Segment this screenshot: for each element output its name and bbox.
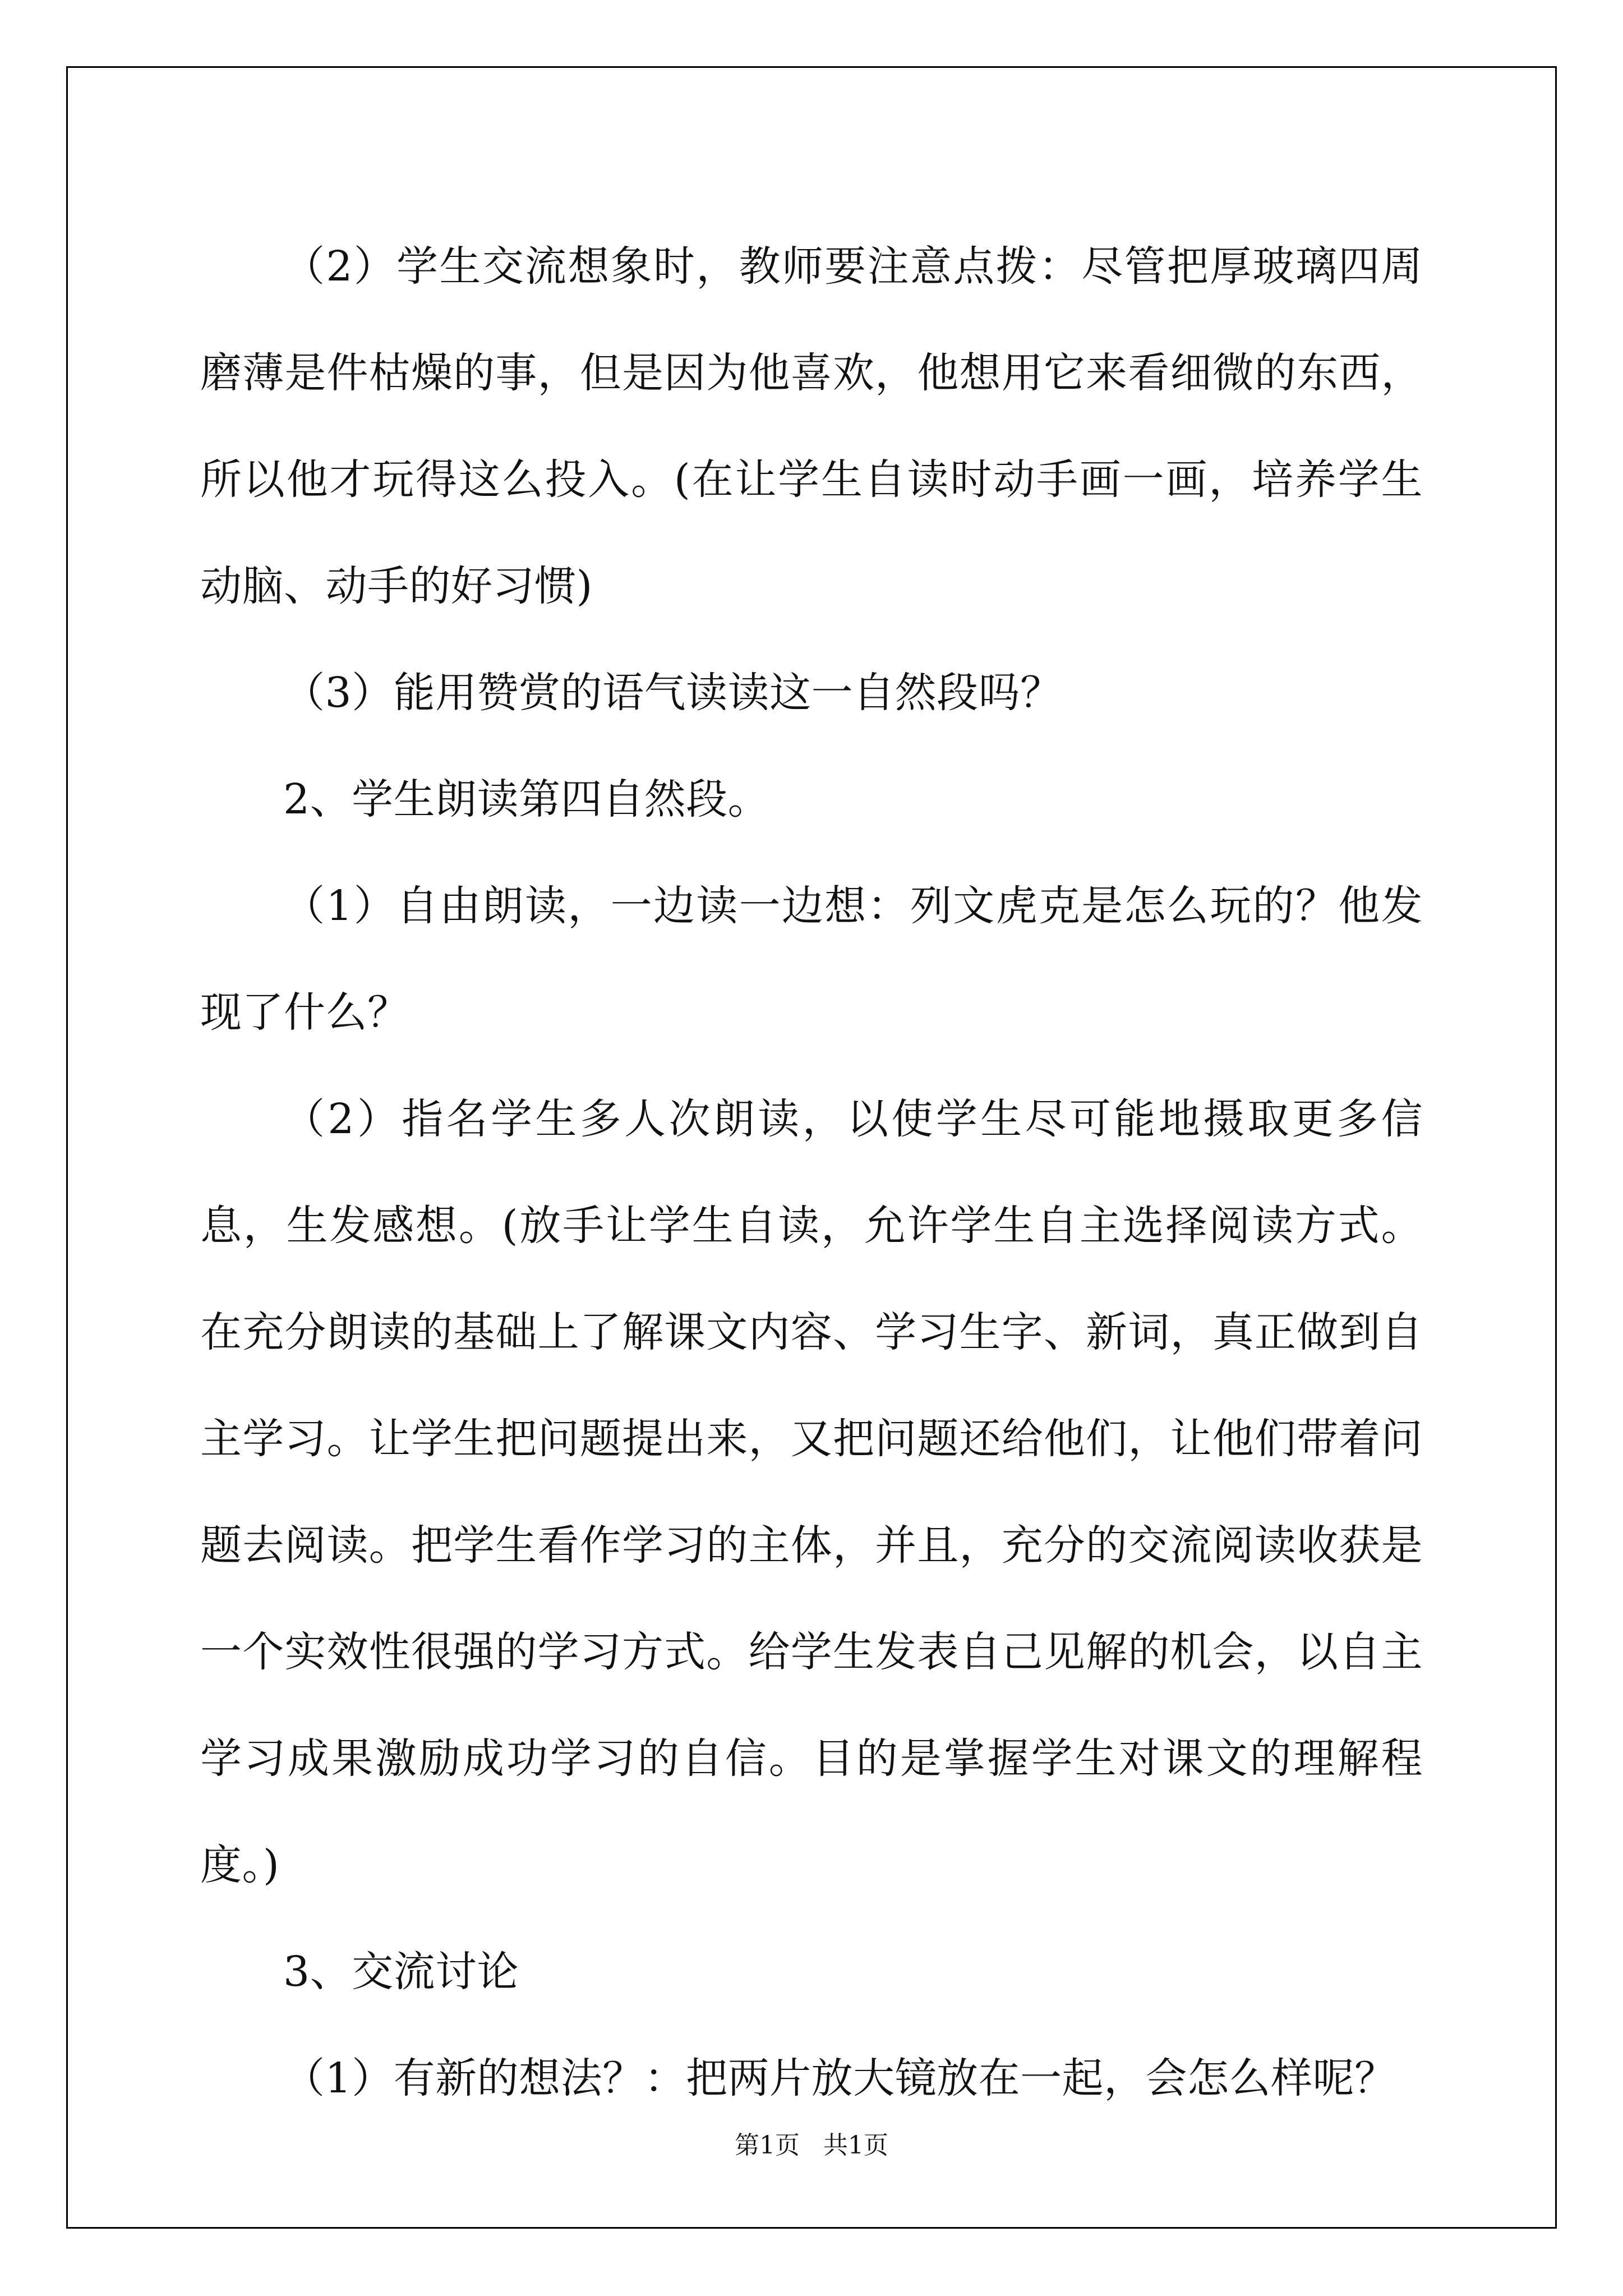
paragraph-5: （2）指名学生多人次朗读，以使学生尽可能地摄取更多信息，生发感想。(放手让学生自读，允许学生自主选择阅读方式。在充分朗读的基础上了解课文内容、学习生字、新词，真正做到自主学习。让学生把问题提出来，又把问题还给他们，让他们带着问题去阅读。把学生看作学习的主体，并且，充分的交流阅读收获是一个实效性很强的学习方式。给学生发表自己见解的机会，以自主学习成果激励成功学习的自信。目的是掌握学生对课文的理解程度。) [200,1095,1423,1889]
page-footer [0,2125,1623,2161]
paragraph-6: 3、交流讨论 [283,1948,519,1996]
paragraph-4: （1）自由朗读，一边读一边想：列文虎克是怎么玩的？他发现了什么？ [200,882,1423,1037]
paragraph-2: （3）能用赞赏的语气读读这一自然段吗？ [283,669,1062,717]
document-body [200,213,1423,2132]
page-total: 共1页 [823,2131,888,2160]
paragraph-3: 2、学生朗读第四自然段。 [283,775,770,823]
paragraph-7: （1）有新的想法？：把两片放大镜放在一起，会怎么样呢？ [283,2054,1396,2102]
paragraph-1: （2）学生交流想象时，教师要注意点拨：尽管把厚玻璃四周磨薄是件枯燥的事，但是因为他喜欢，他想用它来看细微的东西，所以他才玩得这么投入。(在让学生自读时动手画一画，培养学生动脑、动手的好习惯) [200,242,1423,610]
page-number: 第1页 [735,2131,800,2160]
